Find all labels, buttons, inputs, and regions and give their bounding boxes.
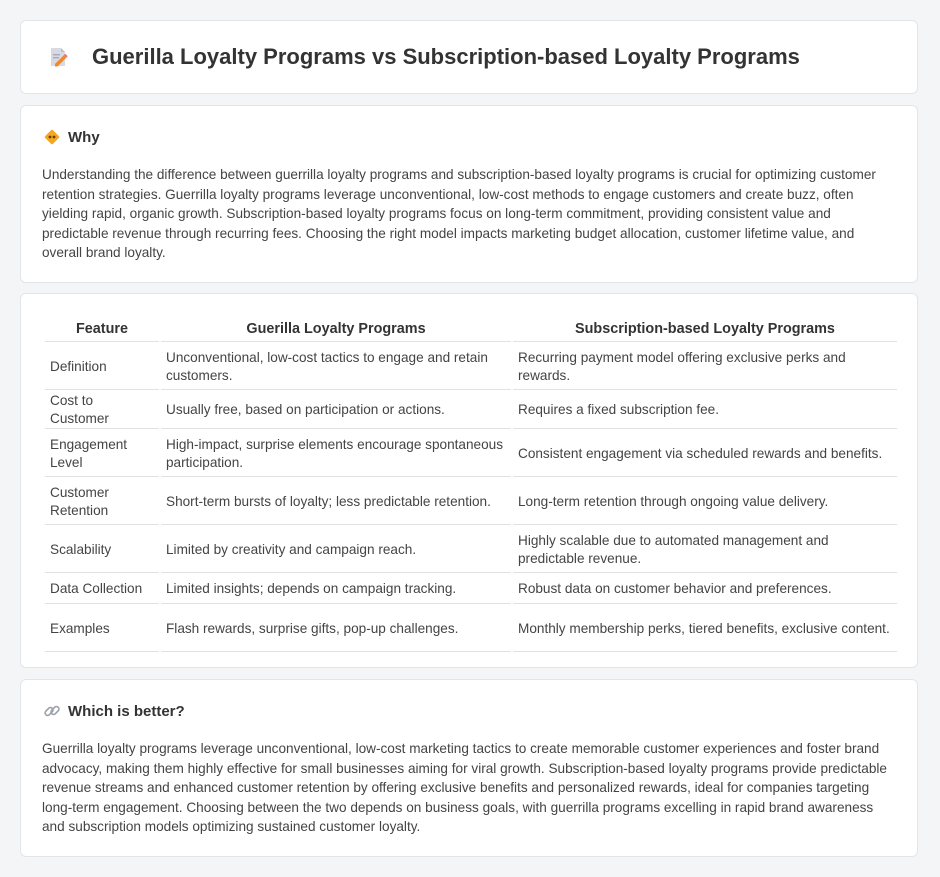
row-feature: Definition xyxy=(45,344,159,390)
header-feature: Feature xyxy=(45,317,159,342)
table-row xyxy=(45,527,897,573)
header-guerilla: Guerilla Loyalty Programs xyxy=(161,317,511,342)
table-row xyxy=(45,479,897,525)
comparison-table xyxy=(43,315,899,654)
row-feature: Customer Retention xyxy=(45,479,159,525)
row-guerilla: High-impact, surprise elements encourage spontaneous participation. xyxy=(161,431,511,477)
row-feature: Engagement Level xyxy=(45,431,159,477)
row-guerilla: Unconventional, low-cost tactics to engage and retain customers. xyxy=(161,344,511,390)
page-title: Guerilla Loyalty Programs vs Subscription-based Loyalty Programs xyxy=(92,44,800,69)
row-subscription: Robust data on customer behavior and preferences. xyxy=(513,575,897,604)
row-subscription: Requires a fixed subscription fee. xyxy=(513,392,897,429)
comparison-table-card xyxy=(20,293,918,668)
row-subscription: Monthly membership perks, tiered benefits, exclusive content. xyxy=(513,606,897,652)
table-row xyxy=(45,344,897,390)
row-subscription: Recurring payment model offering exclusive perks and rewards. xyxy=(513,344,897,390)
row-guerilla: Limited insights; depends on campaign tracking. xyxy=(161,575,511,604)
which-is-better-section xyxy=(20,679,918,857)
row-guerilla: Limited by creativity and campaign reach. xyxy=(161,527,511,573)
row-guerilla: Usually free, based on participation or actions. xyxy=(161,392,511,429)
table-row xyxy=(45,392,897,429)
diamond-sign-icon xyxy=(43,128,61,146)
header-subscription: Subscription-based Loyalty Programs xyxy=(513,317,897,342)
which-is-better-text: Guerrilla loyalty programs leverage unconventional, low-cost marketing tactics to create memorable customer experiences and foster brand advocacy, making them highly effective for small businesses aiming for viral growth. Subscription-based loyalty programs provide predictable revenue streams and enhanced customer retention by offering exclusive benefits and personalized rewards, ideal for companies targeting long-term engagement. Choosing between the two depends on business goals, with guerrilla programs excelling in rapid brand awareness and subscription models optimizing sustained customer loyalty. xyxy=(42,741,887,835)
table-header-row xyxy=(45,317,897,342)
why-section xyxy=(20,105,918,283)
table-row xyxy=(45,606,897,652)
why-heading: Why xyxy=(68,128,100,146)
row-guerilla: Short-term bursts of loyalty; less predictable retention. xyxy=(161,479,511,525)
which-is-better-heading: Which is better? xyxy=(68,702,185,720)
row-feature: Data Collection xyxy=(45,575,159,604)
title-card xyxy=(20,20,918,94)
row-feature: Examples xyxy=(45,606,159,652)
table-row xyxy=(45,431,897,477)
row-guerilla: Flash rewards, surprise gifts, pop-up challenges. xyxy=(161,606,511,652)
row-subscription: Consistent engagement via scheduled rewards and benefits. xyxy=(513,431,897,477)
document-pencil-icon xyxy=(47,46,69,68)
row-subscription: Long-term retention through ongoing value delivery. xyxy=(513,479,897,525)
row-subscription: Highly scalable due to automated management and predictable revenue. xyxy=(513,527,897,573)
link-icon xyxy=(43,702,61,720)
table-row xyxy=(45,575,897,604)
row-feature: Scalability xyxy=(45,527,159,573)
row-feature: Cost to Customer xyxy=(45,392,159,429)
why-text: Understanding the difference between guerrilla loyalty programs and subscription-based loyalty programs is crucial for optimizing customer retention strategies. Guerrilla loyalty programs leverage unconventional, low-cost methods to engage customers and create buzz, often yielding rapid, organic growth. Subscription-based loyalty programs focus on long-term commitment, providing consistent value and predictable revenue through recurring fees. Choosing the right model impacts marketing budget allocation, customer lifetime value, and overall brand loyalty. xyxy=(42,167,876,261)
